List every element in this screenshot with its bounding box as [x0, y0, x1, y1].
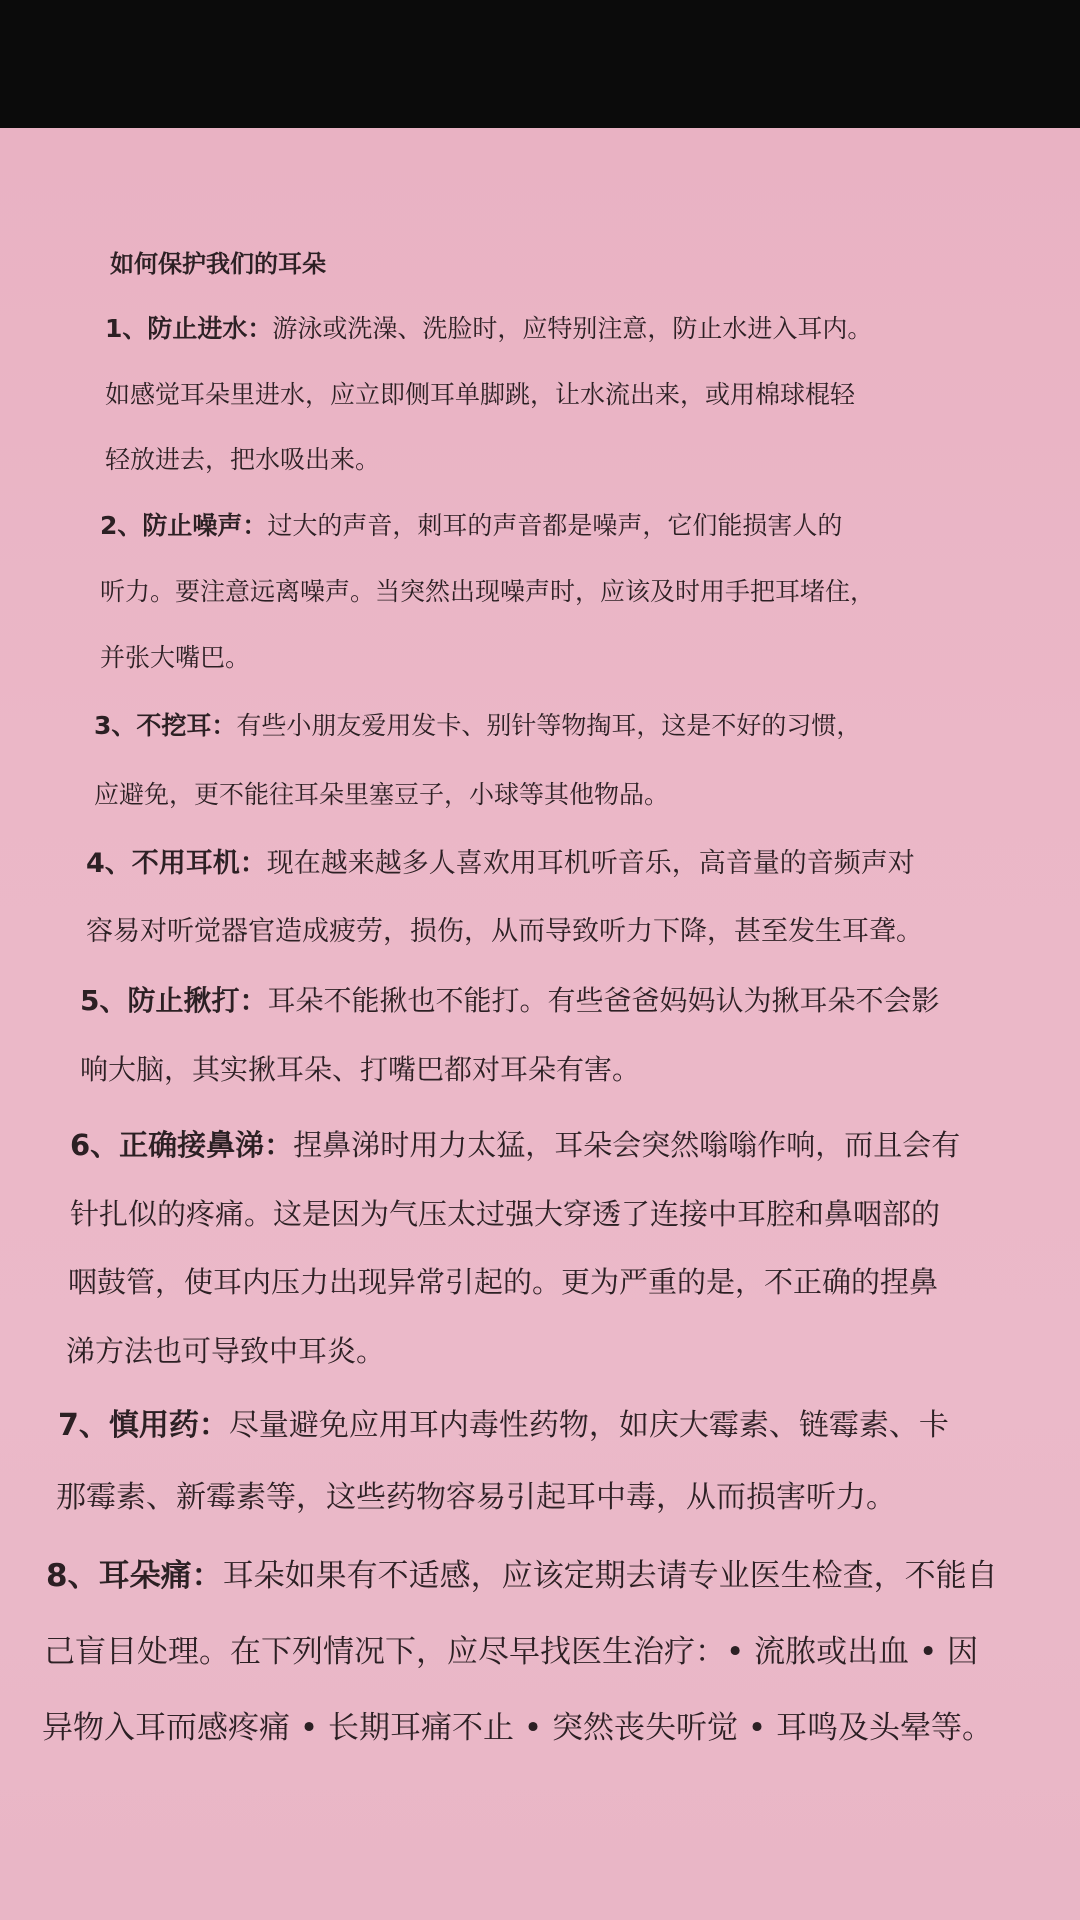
- section-1-text: 游泳或洗澡、洗脸时，应特别注意，防止水进入耳内。: [272, 314, 873, 343]
- section-6-text: 捏鼻涕时用力太猛，耳朵会突然嗡嗡作响，而且会有: [293, 1128, 961, 1162]
- section-2-text: 过大的声音，刺耳的声音都是噪声，它们能损害人的: [267, 511, 843, 540]
- section-7-line-1: [58, 1408, 949, 1443]
- section-5-line-2: 响大脑，其实揪耳朵、打嘴巴都对耳朵有害。: [80, 1053, 641, 1086]
- section-8-line-1: [46, 1558, 998, 1594]
- section-1-line-2: 如感觉耳朵里进水，应立即侧耳单脚跳，让水流出来，或用棉球棍轻: [105, 380, 856, 409]
- section-3-text: 有些小朋友爱用发卡、别针等物掏耳，这是不好的习惯，: [236, 711, 862, 740]
- section-6-line-3: 咽鼓管，使耳内压力出现异常引起的。更为严重的是，不正确的捏鼻: [68, 1265, 939, 1299]
- section-2-line-2: 听力。要注意远离噪声。当突然出现噪声时，应该及时用手把耳堵住，: [100, 577, 876, 606]
- section-1-line-3: 轻放进去，把水吸出来。: [105, 445, 381, 474]
- section-6-line-2: 针扎似的疼痛。这是因为气压太过强大穿透了连接中耳腔和鼻咽部的: [70, 1197, 941, 1231]
- section-5-text: 耳朵不能揪也不能打。有些爸爸妈妈认为揪耳朵不会影: [267, 984, 940, 1017]
- section-6-heading: 6、正确接鼻涕：: [70, 1128, 294, 1162]
- section-7-line-2: 那霉素、新霉素等，这些药物容易引起耳中毒，从而损害听力。: [56, 1480, 896, 1515]
- section-3-line-2: 应避免，更不能往耳朵里塞豆子，小球等其他物品。: [94, 780, 670, 809]
- section-5-line-1: [80, 984, 940, 1017]
- section-5-heading: 5、防止揪打：: [80, 984, 268, 1017]
- section-2-heading: 2、防止噪声：: [100, 511, 268, 540]
- document-title: 如何保护我们的耳朵: [110, 250, 326, 278]
- section-8-text: 耳朵如果有不适感，应该定期去请专业医生检查，不能自: [222, 1558, 998, 1594]
- section-7-heading: 7、慎用药：: [58, 1408, 229, 1443]
- section-4-line-2: 容易对听觉器官造成疲劳，损伤，从而导致听力下降，甚至发生耳聋。: [86, 916, 923, 947]
- section-4-line-1: [86, 850, 915, 877]
- section-3-heading: 3、不挖耳：: [94, 711, 237, 740]
- section-2-line-3: 并张大嘴巴。: [100, 643, 251, 672]
- section-1-heading: 1、防止进水：: [105, 314, 273, 343]
- section-4-text: 现在越来越多人喜欢用耳机听音乐，高音量的音频声对: [266, 848, 915, 879]
- section-8-line-3: 异物入耳而感疼痛 • 长期耳痛不止 • 突然丧失听觉 • 耳鸣及头晕等。: [42, 1710, 993, 1746]
- section-6-line-4: 涕方法也可导致中耳炎。: [66, 1334, 386, 1368]
- section-3-line-1: [94, 713, 861, 738]
- section-4-heading: 4、不用耳机：: [86, 848, 267, 879]
- section-7-text: 尽量避免应用耳内毒性药物，如庆大霉素、链霉素、卡: [228, 1408, 949, 1443]
- section-6-line-1: [70, 1128, 961, 1162]
- section-8-heading: 8、耳朵痛：: [46, 1558, 223, 1594]
- section-8-line-2: 己盲目处理。在下列情况下，应尽早找医生治疗：• 流脓或出血 • 因: [44, 1634, 979, 1670]
- section-1-line-1: [105, 316, 872, 341]
- section-2-line-1: [100, 513, 842, 538]
